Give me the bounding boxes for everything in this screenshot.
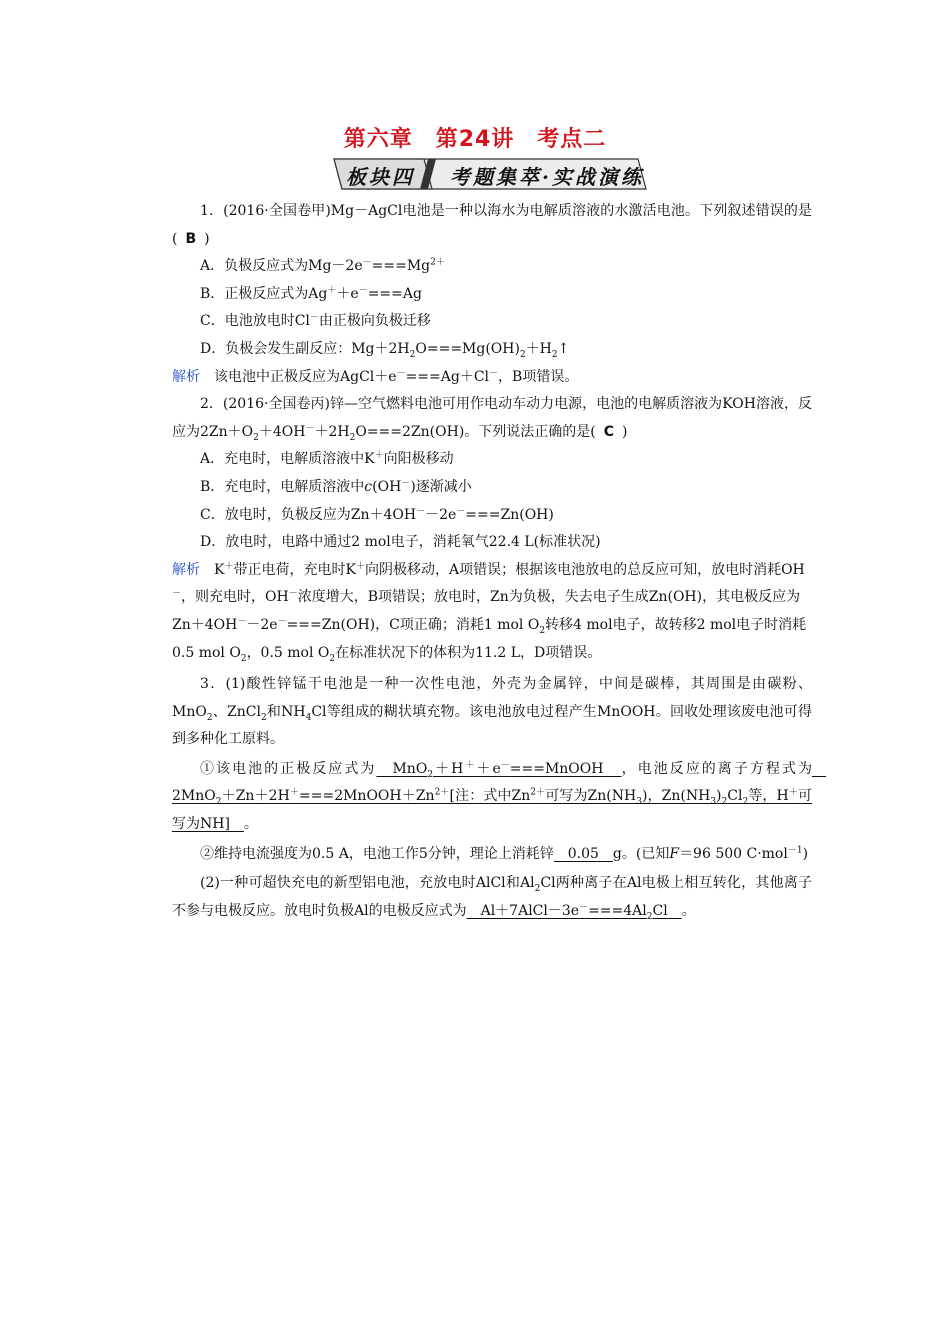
q1-option-b: B．正极反应式为Ag＋＋e－===Ag bbox=[200, 285, 422, 302]
q1-option-a: A．负极反应式为$Mg-2e^-===Mg^{2+}$ bbox=[200, 257, 445, 275]
section-banner bbox=[328, 157, 650, 191]
q2-option-b: B．充电时，电解质溶液中c(OH－)逐渐减小 bbox=[200, 478, 472, 495]
q1-analysis: 解析 该电池中正极反应为AgCl＋e－===Ag＋Cl－，B项错误。 bbox=[172, 367, 579, 385]
question-content bbox=[172, 198, 826, 925]
q1-option-d: D．负极会发生副反应：$Mg+2H_2O===Mg(OH)_2+H_2↑$ bbox=[200, 340, 570, 360]
q1-stem: 1．(2016·全国卷甲)Mg－AgCl电池是一种以海水为电解质溶液的水激活电池。下列叙述错误的是( B ) bbox=[172, 203, 812, 247]
q2-answer: C bbox=[603, 423, 615, 440]
banner-right-text: 考题集萃·实战演练 bbox=[450, 165, 644, 189]
q3-sub1: ①该电池的正极反应式为 MnO$_2$＋H＋＋e－===MnOOH ，电池反应的离子方程式为 $2MnO_2+Zn+2H^+===2MnOOH+Zn^{2+}$[注：式中$Zn^{2+}$可写为$Zn(NH_3)$，$Zn(NH_3)_2Cl_2$等，H＋可写为NH] 。 bbox=[172, 760, 826, 833]
q3-part2: (2)一种可超快充电的新型铝电池，充放电时AlCl和$Al_2Cl$两种离子在Al电极上相互转化，其他离子不参与电极反应。放电时负极Al的电极反应式为 $Al+7AlCl-3e^-===4Al_2Cl$ 。 bbox=[172, 875, 812, 922]
q3-sub1-answer-2: $2MnO_2+Zn+2H^+===2MnOOH+Zn^{2+}$[注：式中$Zn^{2+}$可写为$Zn(NH_3)$，$Zn(NH_3)_2Cl_2$等，H＋可写为NH] bbox=[172, 760, 826, 833]
q2-option-a: A．充电时，电解质溶液中K＋向阳极移动 bbox=[200, 450, 454, 468]
banner-left-text: 板块四 bbox=[346, 165, 415, 189]
q3-sub2: ②维持电流强度为0.5 A，电池工作5分钟，理论上消耗锌 0.05 g。(已知F＝96 500 C·mol$^{-1}$) bbox=[200, 845, 809, 862]
analysis-label: 解析 bbox=[172, 368, 200, 385]
q2-analysis: 解析 K＋带正电荷，充电时K＋向阴极移动，A项错误；根据该电池放电的总反应可知，放电时消耗OH－，则充电时，OH－浓度增大，B项错误；放电时，Zn为负极，失去电子生成Zn(OH)，其电极反应为Zn＋4OH－－2e－===Zn(OH)，C项正确；消耗1 mol $O_2$转移4 mol电子，故转移2 mol电子时消耗0.5 mol $O_2$，0.5 mol $O_2$在标准状况下的体积为11.2 L，D项错误。 bbox=[172, 561, 807, 664]
q3-sub1-answer-1: MnO$_2$＋H＋＋e－===MnOOH bbox=[376, 760, 622, 780]
q3-stem: 3．(1)酸性锌锰干电池是一种一次性电池，外壳为金属锌，中间是碳棒，其周围是由碳粉、MnO$_2$、ZnCl$_2$和$NH_4Cl$等组成的糊状填充物。该电池放电过程产生MnOOH。回收处理该废电池可得到多种化工原料。 bbox=[172, 676, 812, 748]
q2-option-d: D．放电时，电路中通过2 mol电子，消耗氧气22.4 L(标准状况) bbox=[200, 534, 601, 551]
q2-stem: 2．(2016·全国卷丙)锌—空气燃料电池可用作电动车动力电源，电池的电解质溶液为KOH溶液，反应为$2Zn+O_2+4OH^-+2H_2O===2Zn(OH)$。下列说法正确的是( C ) bbox=[172, 396, 812, 443]
q1-option-c: C．电池放电时Cl－由正极向负极迁移 bbox=[200, 312, 431, 330]
q3-sub2-answer: 0.05 bbox=[553, 845, 613, 862]
q3-part2-answer: $Al+7AlCl-3e^-===4Al_2Cl$ bbox=[466, 902, 682, 922]
page-title: 第六章 第24讲 考点二 bbox=[343, 127, 607, 152]
q1-answer: B bbox=[185, 230, 197, 247]
q2-option-c: C．放电时，负极反应为Zn＋4OH－－2e－===Zn(OH) bbox=[200, 505, 554, 523]
analysis-label: 解析 bbox=[172, 561, 200, 578]
